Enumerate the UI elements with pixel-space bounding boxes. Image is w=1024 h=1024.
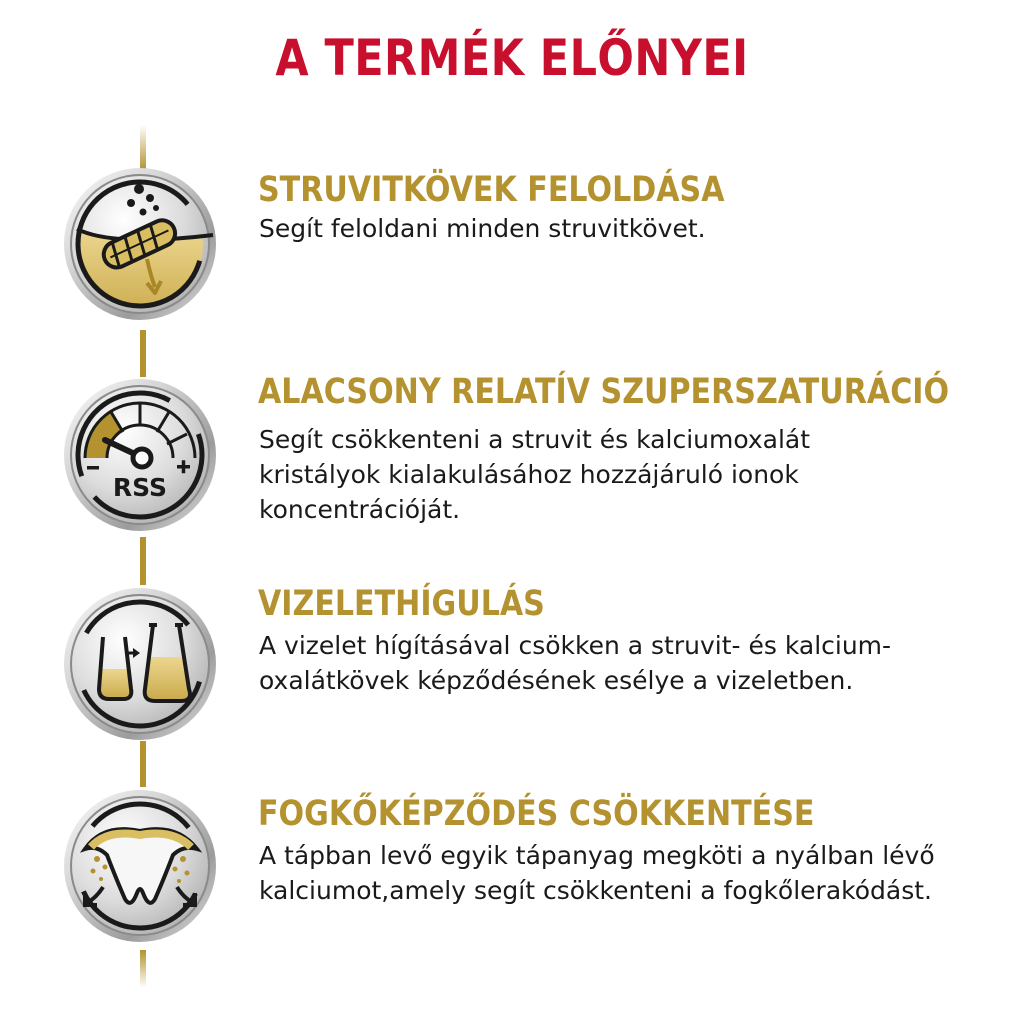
timeline-line-2: [140, 537, 146, 585]
rss-label: RSS: [112, 473, 168, 502]
benefit-title-rss: ALACSONY RELATÍV SZUPERSZATURÁCIÓ: [258, 372, 950, 412]
tooth-tartar-icon: [63, 789, 217, 943]
benefit-text-rss: Segít csökkenteni a struvit és kalciumoxalát kristályok kialakulásához hozzájáruló ionok koncentrációját.: [259, 425, 811, 524]
benefit-title-struvite: STRUVITKÖVEK FELOLDÁSA: [258, 170, 725, 210]
timeline-line-1: [140, 330, 146, 377]
benefit-text-struvite: Segít feloldani minden struvitkövet.: [259, 214, 706, 243]
benefit-title-dilution: VIZELETHÍGULÁS: [258, 584, 545, 624]
struvite-crystal-dissolving-icon: [63, 167, 217, 321]
urine-dilution-flasks-icon: [63, 587, 217, 741]
page-title: A TERMÉK ELŐNYEI: [275, 29, 749, 87]
timeline-line-bottom: [140, 950, 146, 988]
rss-gauge-icon: [63, 378, 217, 532]
benefit-text-tartar: A tápban levő egyik tápanyag megköti a nyálban lévő kalciumot,amely segít csökkenteni a fogkőlerakódást.: [259, 841, 935, 905]
timeline-line-top: [140, 125, 146, 170]
benefit-title-tartar: FOGKŐKÉPZŐDÉS CSÖKKENTÉSE: [258, 794, 815, 834]
timeline-line-3: [140, 741, 146, 787]
benefit-text-dilution: A vizelet hígításával csökken a struvit- és kalcium- oxalátkövek képződésének esélye a vizeletben.: [259, 631, 892, 695]
